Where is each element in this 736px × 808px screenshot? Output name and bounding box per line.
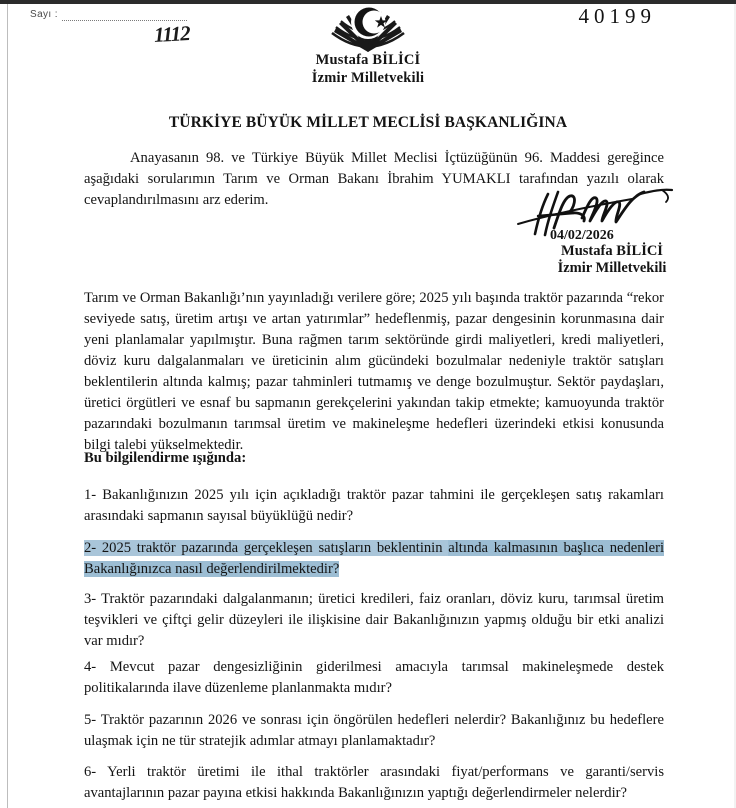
- signature-name: Mustafa BİLİCİ: [561, 243, 663, 259]
- question-item-1: [84, 485, 664, 527]
- question-text-6: Yerli traktör üretimi ile ithal traktörler arasındaki fiyat/performans ve garanti/servis avantajlarının pazar payına etkisi hakkında Bakanlığınızın yaptığı değerlendirmeler nelerdir?: [84, 764, 664, 801]
- document-title: TÜRKİYE BÜYÜK MİLLET MECLİSİ BAŞKANLIĞINA: [168, 114, 568, 131]
- header-deputy-name: Mustafa BİLİCİ: [315, 52, 421, 68]
- question-2-highlight-segment-1: 2- 2025 traktör pazarında gerçekleşen satışların beklentinin: [84, 540, 449, 556]
- sayi-label: Sayı :: [30, 9, 58, 20]
- section-heading: Bu bilgilendirme ışığında:: [84, 450, 247, 466]
- sayi-handwritten-value: 1112: [153, 21, 191, 47]
- question-number-6: 6-: [84, 764, 97, 780]
- question-text-1: Bakanlığınızın 2025 yılı için açıkladığı traktör pazar tahmini ile gerçekleşen satış rakamları arasındaki sapmanın sayısal büyüklüğü nedir?: [84, 487, 664, 524]
- question-number-5: 5-: [84, 712, 97, 728]
- tbmm-emblem-icon: [320, 2, 416, 54]
- question-item-2: [84, 538, 664, 580]
- question-item-4: [84, 657, 664, 699]
- lead-paragraph: Tarım ve Orman Bakanlığı’nın yayınladığı verilere göre; 2025 yılı başında traktör pazarında “rekor seviyede satış, üretim artışı ve artan yatırımlar” hedeflenmiş, pazar dengesinin korunmasına dair yeni planlamalar yapılmıştır. Buna rağmen tarım sektöründe girdi maliyetleri, kredi maliyetleri, döviz kuru dalgalanmaları ve üreticinin alım gücündeki bozulmalar nedeniyle traktör satışları beklentilerin altında kalmış; pazar tahminleri tutmamış ve denge bozulmuştur. Sektör paydaşları, üretici örgütleri ve esnaf bu sapmanın gerekçelerini yakından takip etmekte; kamuoyunda traktör pazarındaki bozulmanın tarımsal üretim ve makineleşme hedefleri üzerindeki etkisi konusunda bilgi talebi yükselmektedir.: [84, 290, 664, 453]
- registry-number: 40199: [578, 4, 656, 28]
- question-item-5: [84, 710, 664, 752]
- question-number-1: 1-: [84, 487, 97, 503]
- intro-paragraph: Anayasanın 98. ve Türkiye Büyük Millet Meclisi İçtüzüğünün 96. Maddesi gereğince aşağıdaki sorularımın Tarım ve Orman Bakanı İbrahim YUMAKLI tarafından yazılı olarak cevaplandırılmasını arz ederim.: [84, 150, 664, 208]
- question-text-5: Traktör pazarının 2026 ve sonrası için öngörülen hedefleri nelerdir? Bakanlığınız bu hedeflere ulaşmak için ne tür stratejik adımlar atmayı planlamaktadır?: [84, 712, 664, 749]
- header-deputy-role: İzmir Milletvekili: [311, 70, 425, 86]
- question-text-3: Traktör pazarındaki dalgalanmanın; üretici kredileri, faiz oranları, döviz kuru, tarımsal üretim teşvikleri ve çiftçi gelir düzeyleri ile ilişkisine dair Bakanlığınızın yapmış olduğu bir etki analizi var mıdır?: [84, 591, 664, 649]
- question-2-highlight-segment-2: altında kalmasının başlıca nedenleri Bakanlığınızca nasıl değerlendirilmektedir?: [84, 540, 665, 577]
- question-number-3: 3-: [84, 591, 97, 607]
- question-number-4: 4-: [84, 659, 97, 675]
- question-item-3: [84, 589, 664, 652]
- question-item-6: [84, 762, 664, 804]
- signature-date: 04/02/2026: [550, 228, 614, 243]
- sayi-dotted-rule: [62, 20, 191, 47]
- question-text-4: Mevcut pazar dengesizliğinin giderilmesi amacıyla tarımsal makineleşmede destek politikalarında ilave düzenleme planlanmakta mıdır?: [84, 659, 664, 696]
- signature-role: İzmir Milletvekili: [557, 260, 667, 276]
